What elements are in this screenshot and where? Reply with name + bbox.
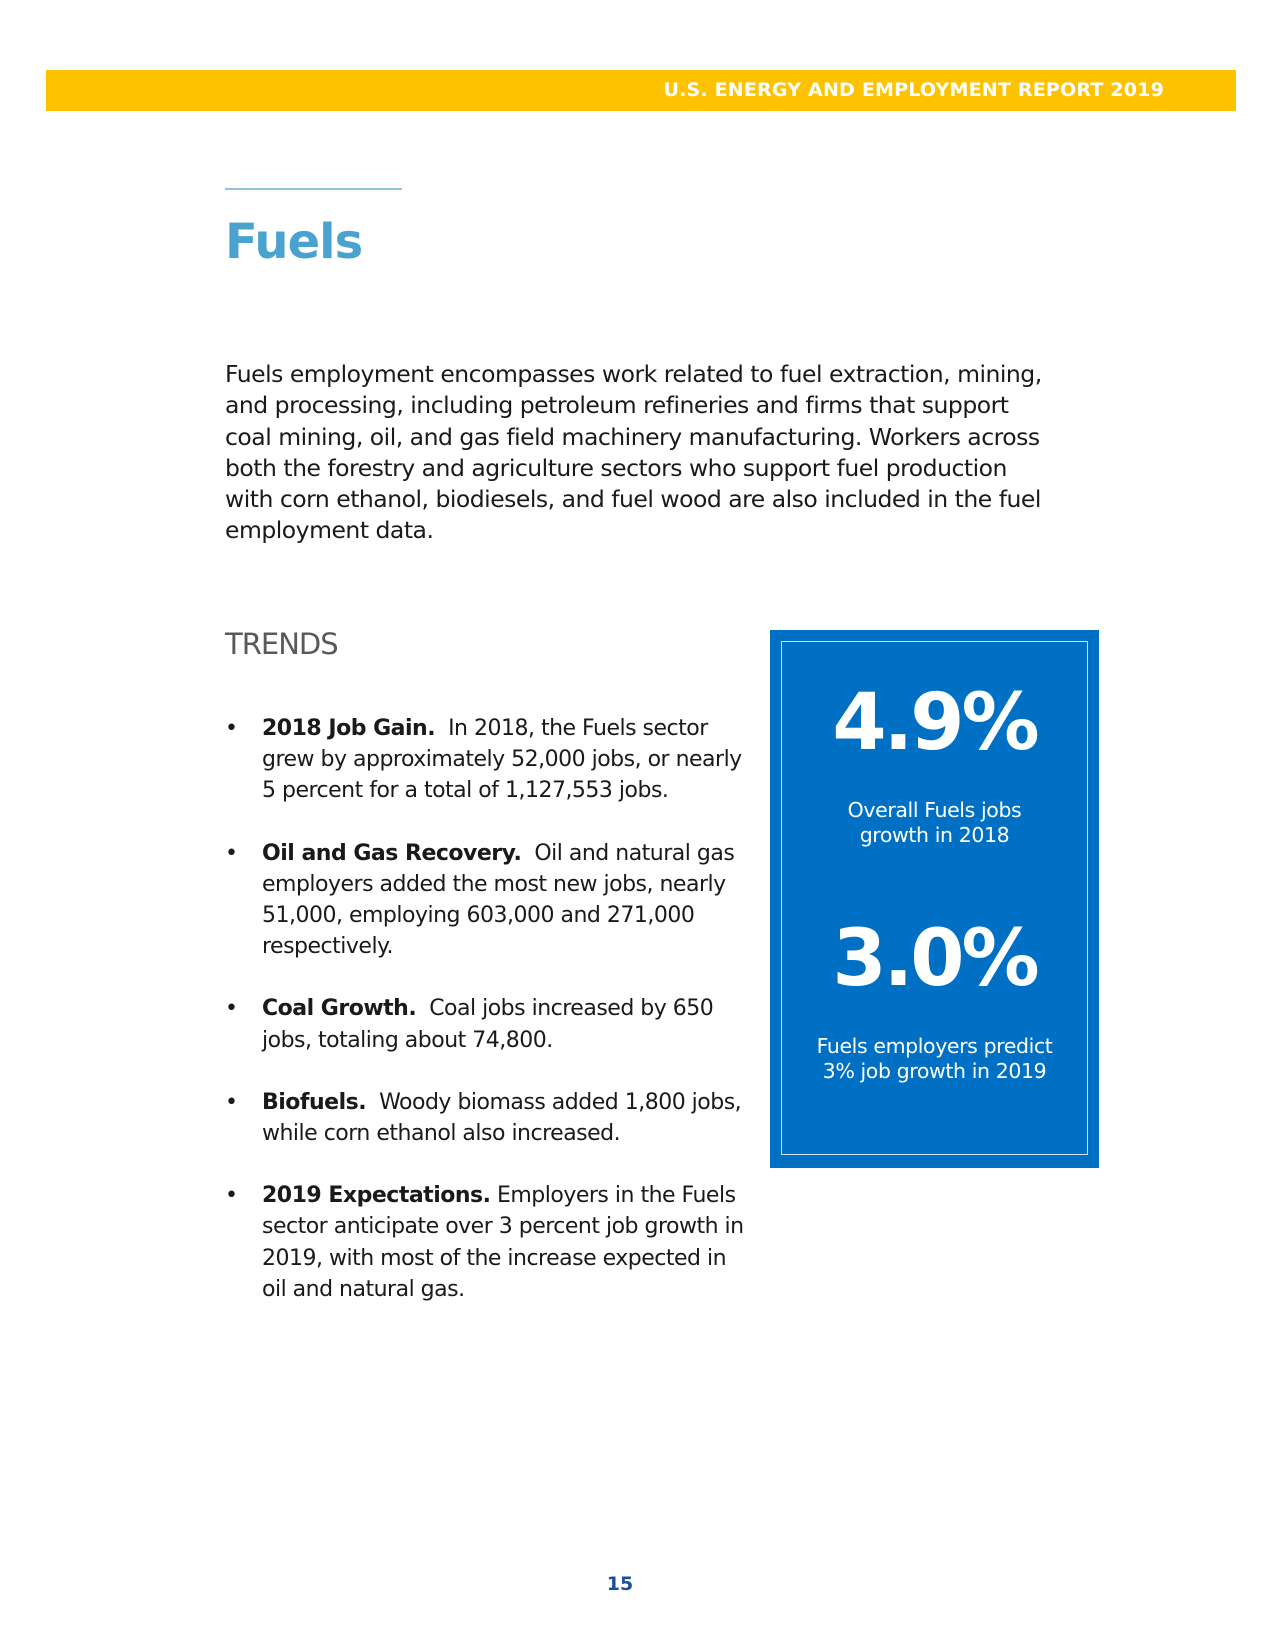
trend-lead: Oil and Gas Recovery. — [262, 840, 522, 866]
stat-caption-line: Fuels employers predict — [816, 1034, 1053, 1058]
page-number: 15 — [606, 1573, 634, 1595]
trend-lead: 2018 Job Gain. — [262, 716, 436, 741]
trend-item-oil-gas — [225, 838, 755, 963]
stat-value-2019-prediction: 3.0% — [832, 914, 1037, 1004]
stat-caption-line: growth in 2018 — [859, 823, 1010, 847]
trend-item-expectations — [225, 1180, 755, 1305]
trend-text: In 2018, the Fuels sector grew by approximately 52,000 jobs, or nearly 5 percent for a total of 1,127,553 jobs. — [262, 716, 742, 804]
bullet-icon: • — [225, 1089, 238, 1115]
trend-text: Employers in the Fuels sector anticipate over 3 percent job growth in 2019, with most of the increase expected in oil and natural gas. — [262, 1183, 744, 1302]
title-divider — [225, 188, 402, 190]
header-bar — [46, 70, 1236, 111]
trend-item-biofuels — [225, 1087, 755, 1149]
intro-paragraph: Fuels employment encompasses work related to fuel extraction, mining, and processing, including petroleum refineries and firms that support coal mining, oil, and gas field machinery manufacturing. Workers across both the forestry and agriculture sectors who support fuel production with corn ethanol, biodiesels, and fuel wood are also included in the fuel employment data. — [225, 360, 1042, 545]
bullet-icon: • — [225, 996, 238, 1022]
bullet-icon: • — [225, 840, 238, 866]
stat-caption-2018-growth — [770, 798, 1099, 848]
trend-lead: 2019 Expectations. — [262, 1183, 491, 1209]
trend-text: Coal jobs increased by 650 jobs, totaling about 74,800. — [262, 996, 714, 1053]
trend-item-coal — [225, 993, 755, 1055]
trend-item-job-gain — [225, 713, 755, 807]
stat-value-2018-growth: 4.9% — [832, 678, 1037, 768]
stat-caption-2019-prediction — [770, 1034, 1099, 1084]
report-title: U.S. ENERGY AND EMPLOYMENT REPORT 2019 — [663, 79, 1164, 101]
stat-caption-line: Overall Fuels jobs — [847, 798, 1022, 822]
bullet-icon: • — [225, 716, 238, 741]
stats-callout-box — [770, 630, 1099, 1168]
trends-list — [225, 713, 755, 1336]
stat-caption-line: 3% job growth in 2019 — [822, 1059, 1047, 1083]
trends-heading: TRENDS — [225, 627, 338, 661]
trend-text: Woody biomass added 1,800 jobs, while corn ethanol also increased. — [262, 1089, 742, 1147]
page-title: Fuels — [225, 214, 363, 270]
trend-lead: Coal Growth. — [262, 996, 417, 1022]
trend-lead: Biofuels. — [262, 1089, 367, 1115]
trend-text: Oil and natural gas employers added the most new jobs, nearly 51,000, employing 603,000 and 271,000 respectively. — [262, 840, 735, 960]
bullet-icon: • — [225, 1183, 238, 1209]
